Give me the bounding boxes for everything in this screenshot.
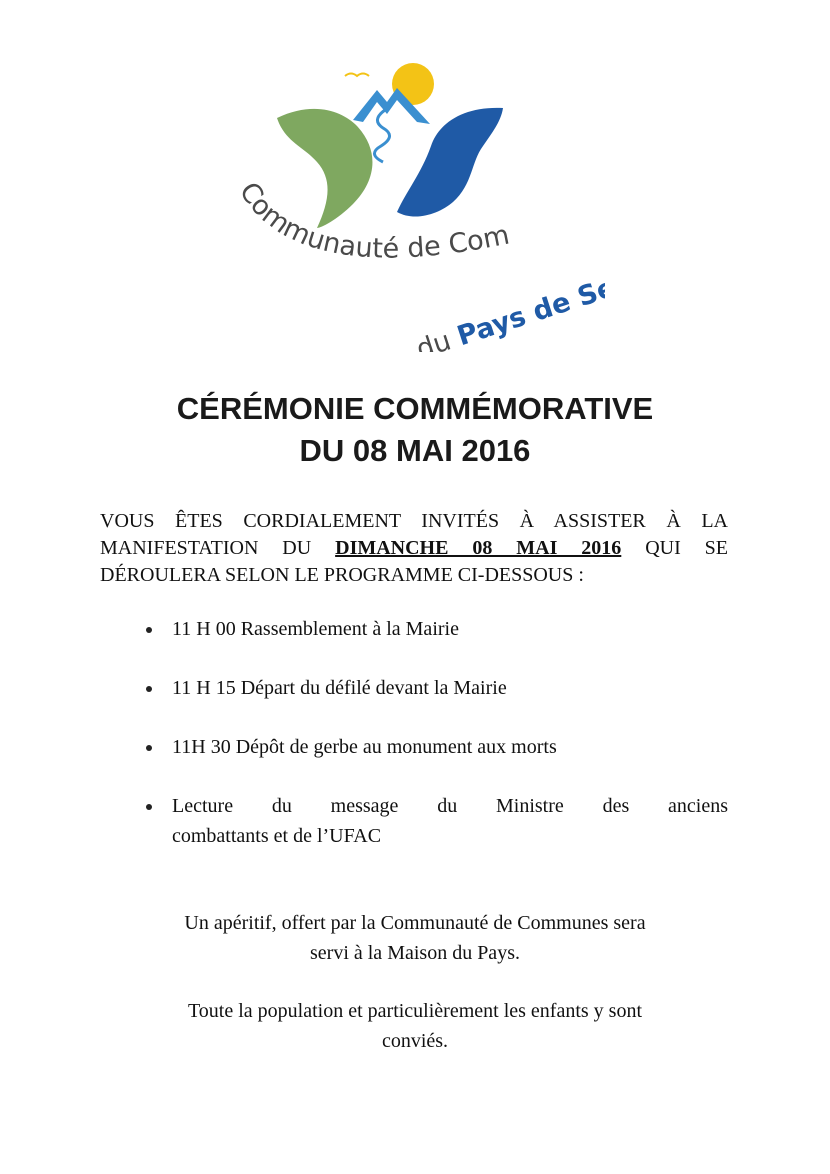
page-title: [0, 388, 830, 472]
title-line2: DU 08 MAI 2016: [299, 433, 531, 468]
logo-emblem: [225, 62, 605, 352]
intro-line2-after: QUI SE: [645, 537, 729, 559]
program-item: [143, 614, 728, 644]
intro-line2: [100, 535, 728, 562]
program-list: [143, 614, 728, 880]
invitation-closing-paragraph: [0, 996, 830, 1056]
bullet-icon: [146, 686, 152, 692]
aperitif-paragraph: [0, 908, 830, 968]
closing-line1: Toute la population et particulièrement les enfants y sont: [187, 1000, 643, 1022]
bullet-icon: [146, 627, 152, 633]
program-item-text: combattants et de l’UFAC: [172, 825, 382, 847]
bullet-icon: [146, 804, 152, 810]
title-line1: CÉRÉMONIE COMMÉMORATIVE: [176, 391, 654, 426]
program-item: [143, 732, 728, 762]
program-item-text: 11 H 15 Départ du défilé devant la Mairie: [172, 677, 507, 699]
event-date-emphasis: DIMANCHE 08 MAI 2016: [335, 537, 622, 559]
program-item-text: 11H 30 Dépôt de gerbe au monument aux morts: [172, 736, 557, 758]
bullet-icon: [146, 745, 152, 751]
closing-line2: conviés.: [381, 1030, 449, 1052]
program-item: [143, 791, 728, 851]
green-swoosh-icon: [277, 109, 372, 228]
invitation-paragraph: [100, 508, 728, 589]
river-icon: [374, 110, 389, 162]
intro-line2-before: MANIFESTATION DU: [100, 537, 312, 559]
intro-line1: VOUS ÊTES CORDIALEMENT INVITÉS À ASSISTER À LA: [100, 510, 728, 532]
bird-icon: [345, 74, 369, 77]
aperitif-line2: servi à la Maison du Pays.: [310, 942, 520, 964]
logo-line1: Communauté de Com: [232, 176, 513, 265]
program-item: [143, 673, 728, 703]
program-item-text: Lecture du message du Ministre des anciens: [172, 795, 728, 817]
blue-swoosh-icon: [397, 108, 503, 217]
program-item-text: 11 H 00 Rassemblement à la Mairie: [172, 618, 459, 640]
intro-line3: DÉROULERA SELON LE PROGRAMME CI-DESSOUS :: [100, 564, 584, 586]
aperitif-line1: Un apéritif, offert par la Communauté de Communes sera: [184, 912, 646, 934]
logo-line2: du Pays de Seyne: [412, 254, 605, 352]
community-logo: [225, 62, 605, 352]
